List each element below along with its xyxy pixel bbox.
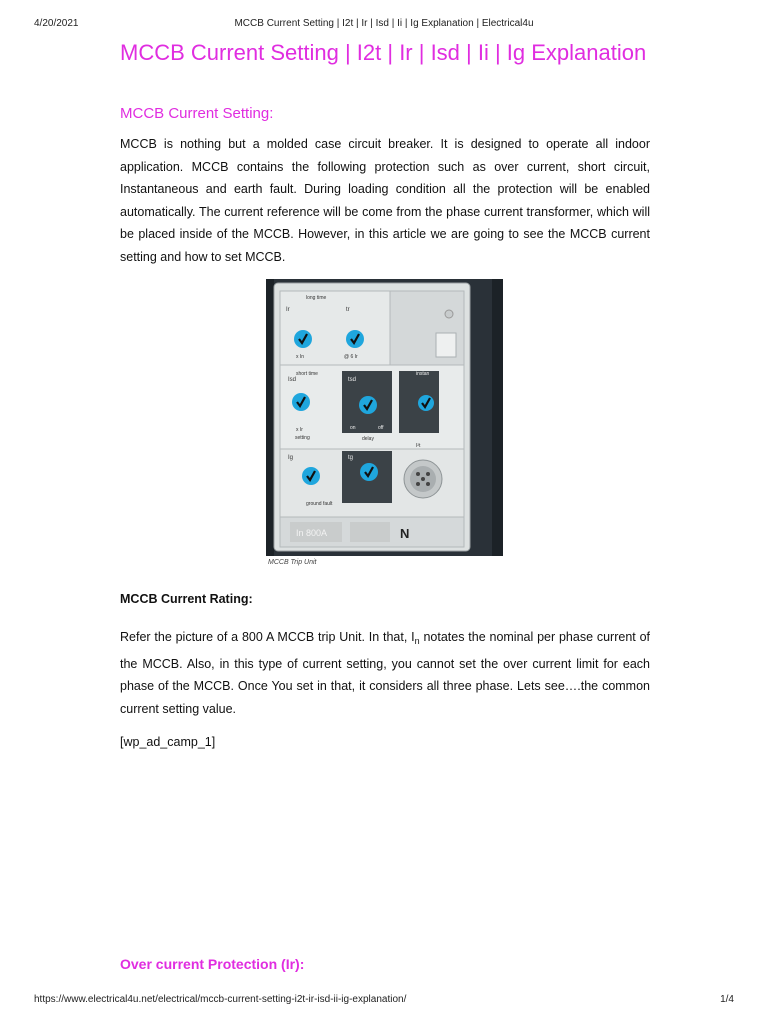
label-off: off [378, 425, 384, 431]
rating-paragraph-text-after: notates the nominal per phase current of the MCCB. Also, in this type of current setting, you cannot set the over current limit for each phase of the MCCB. Once You set in that, it considers all three phase. Lets see….the common current setting value. [120, 630, 651, 716]
label-isd: Isd [288, 377, 297, 383]
print-date: 4/20/2021 [34, 18, 79, 29]
label-setting: setting [295, 435, 310, 441]
isd-dial [292, 393, 310, 411]
label-at-6ir: @ 6 Ir [344, 354, 358, 360]
label-instantaneous: instan [416, 371, 430, 377]
label-neutral: N [400, 526, 410, 541]
label-ig: Ig [288, 455, 294, 461]
page-number: 1/4 [720, 994, 734, 1005]
test-connector [404, 460, 442, 498]
label-i2t: I²t [416, 443, 421, 449]
section-heading-current-setting: MCCB Current Setting: [120, 105, 274, 122]
section-heading-over-current: Over current Protection (Ir): [120, 956, 305, 972]
label-rating: In 800A [296, 528, 328, 538]
nominal-subscript: n [414, 636, 420, 646]
rating-paragraph [120, 626, 650, 720]
label-x-ir: x Ir [296, 427, 303, 433]
mccb-trip-unit-image [266, 279, 503, 556]
tr-dial [346, 330, 364, 348]
label-on: on [350, 425, 356, 431]
label-tr: tr [346, 307, 350, 313]
section-heading-current-rating: MCCB Current Rating: [120, 592, 253, 606]
rating-paragraph-text-before: Refer the picture of a 800 A MCCB trip Unit. In that, I [120, 630, 415, 644]
article-title: MCCB Current Setting | I2t | Ir | Isd | Ii | Ig Explanation [120, 40, 647, 65]
tg-dial [360, 463, 378, 481]
intro-paragraph: MCCB is nothing but a molded case circuit breaker. It is designed to operate all indoor application. MCCB contains the following protection such as over current, short circuit, Instantaneous and earth fault. During loading condition all the protection will be enabled automatically. The current reference will be come from the phase current transformer, which will be placed inside of the MCCB. However, in this article we are going to see the MCCB current setting and how to set MCCB. [120, 137, 650, 264]
print-header-title: MCCB Current Setting | I2t | Ir | Isd | Ii | Ig Explanation | Electrical4u [234, 18, 534, 29]
label-ground-fault: ground fault [306, 501, 333, 507]
figure-caption: MCCB Trip Unit [268, 559, 317, 566]
tsd-dial [359, 396, 377, 414]
label-tsd: tsd [348, 377, 357, 383]
label-tg: tg [348, 455, 354, 461]
ig-dial [302, 467, 320, 485]
label-ir: Ir [286, 307, 290, 313]
ii-dial [418, 395, 434, 411]
label-long-time: long time [306, 295, 327, 301]
label-x-in: x In [296, 354, 305, 360]
label-delay: delay [362, 436, 374, 442]
print-footer-url: https://www.electrical4u.net/electrical/mccb-current-setting-i2t-ir-isd-ii-ig-explanation/ [34, 994, 407, 1005]
ir-dial [294, 330, 312, 348]
label-short-time: short time [296, 371, 318, 377]
ad-shortcode: [wp_ad_camp_1] [120, 735, 216, 749]
